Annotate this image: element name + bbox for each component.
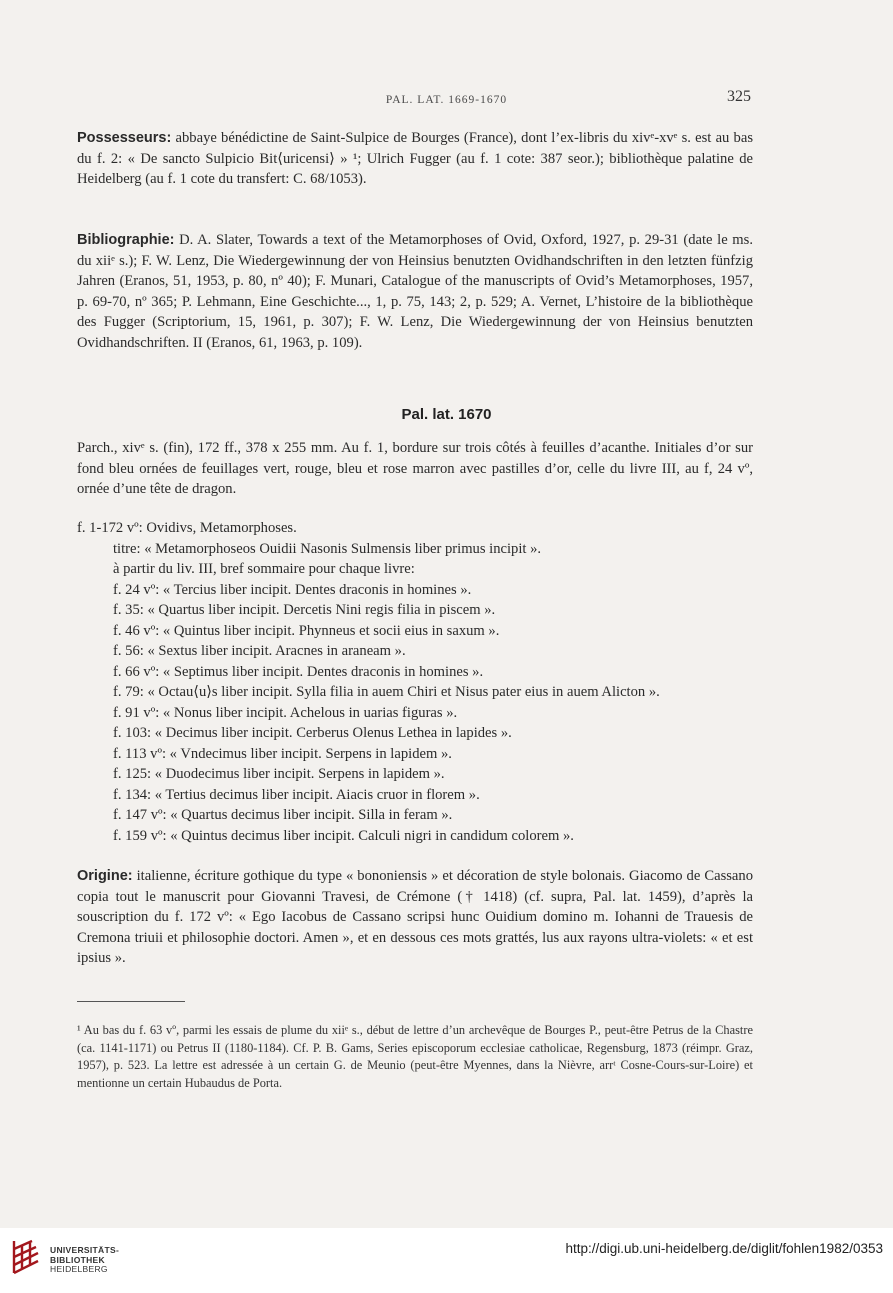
bibliographie-paragraph — [77, 230, 753, 353]
library-name-line1: UNIVERSITÄTS- — [50, 1245, 120, 1255]
contents-line: f. 56: « Sextus liber incipit. Aracnes in araneam ». — [113, 643, 406, 659]
contents-line: f. 134: « Tertius decimus liber incipit. Aiacis cruor in florem ». — [113, 786, 480, 803]
contents-line: f. 113 vº: « Vndecimus liber incipit. Serpens in lapidem ». — [113, 745, 452, 762]
origine-paragraph — [77, 866, 753, 969]
permalink-url[interactable]: http://digi.ub.uni-heidelberg.de/diglit/fohlen1982/0353 — [565, 1241, 883, 1256]
contents-line: titre: « Metamorphoseos Ouidii Nasonis Sulmensis liber primus incipit ». — [113, 540, 542, 557]
contents-line: f. 66 vº: « Septimus liber incipit. Dentes draconis in homines ». — [113, 663, 484, 680]
contents-line: f. 46 vº: « Quintus liber incipit. Phynneus et socii eius in saxum ». — [113, 622, 500, 639]
contents-line: f. 103: « Decimus liber incipit. Cerberus Olenus Lethea in lapides ». — [113, 725, 512, 741]
bibliographie-label: Bibliographie: — [77, 232, 175, 248]
contents-line: à partir du liv. III, bref sommaire pour chaque livre: — [113, 561, 415, 577]
running-head: PAL. LAT. 1669-1670 — [385, 94, 508, 106]
contents-line: f. 159 vº: « Quintus decimus liber incipit. Calculi nigri in candidum colorem ». — [113, 827, 574, 844]
section-title: Pal. lat. 1670 — [401, 406, 492, 423]
contents-list — [77, 518, 753, 846]
footnote-divider — [77, 1001, 185, 1002]
contents-line: f. 35: « Quartus liber incipit. Dercetis Nini regis filia in piscem ». — [113, 602, 496, 618]
description-text: Parch., xivᵉ s. (fin), 172 ff., 378 x 255 mm. Au f. 1, bordure sur trois côtés à feuilles d’acanthe. Initiales d’or sur fond bleu ornées de feuillages vert, rouge, bleu et rose marron avec pastilles d’or, celle du livre III, au f, 24 vº, ornée d’une tête de dragon. — [77, 440, 753, 497]
footnote: ¹ Au bas du f. 63 vº, parmi les essais de plume du xiiᵉ s., début de lettre d’un archevêque de Bourges P., peut-être Petrus de la Chastre (ca. 1141-1171) ou Petrus II (1180-1184). Cf. P. B. Gams, Series episcoporum ecclesiae catholicae, Regensburg, 1873 (réimpr. Graz, 1957), p. 523. La lettre est adressée à un certain G. de Meunio (peut-être Myennes, dans la Nièvre, arrᵗ Cosne-Cours-sur-Loire) et mentionne un certain Hubaudus de Porta. — [77, 1023, 753, 1090]
origine-text: italienne, écriture gothique du type « bononiensis » et décoration de style bolonais. Giacomo de Cassano copia tout le manuscrit pour Giovanni Travesi, de Crémone († 1418) (cf. supra, Pal. lat. 1459), d’après la souscription du f. 172 vº: « Ego Iacobus de Cassano scripsi hunc Ouidium domino m. Iohanni de Trauesis de Cremona triuii et philosophie doctori. Amen », et en dessous ces mots grattés, lus aux rayons ultra-violets: « et est ipsius ». — [77, 868, 753, 966]
contents-line: f. 1-172 vº: Ovidivs, Metamorphoses. — [77, 520, 297, 536]
possesseurs-label: Possesseurs: — [77, 130, 172, 146]
bibliographie-text: D. A. Slater, Towards a text of the Metamorphoses of Ovid, Oxford, 1927, p. 29-31 (date le ms. du xiiᵉ s.); F. W. Lenz, Die Wiedergewinnung der von Heinsius benutzten Ovidhandschriften in den letzten fünfzig Jahren (Eranos, 51, 1953, p. 80, nº 40); F. Munari, Catalogue of the manuscripts of Ovid’s Metamorphoses, 1957, p. 69-70, nº 365; P. Lehmann, Eine Geschichte..., 1, p. 75, 143; 2, p. 529; A. Vernet, L’histoire de la bibliothèque des Fugger (Scriptorium, 15, 1961, p. 307); F. W. Lenz, Die Wiedergewinnung der von Heinsius benutzten Ovidhandschriften. II (Eranos, 61, 1963, p. 109). — [77, 232, 753, 351]
possesseurs-paragraph — [77, 128, 753, 190]
footer-bar — [0, 1228, 893, 1293]
origine-label: Origine: — [77, 868, 133, 884]
contents-line: f. 79: « Octau⟨u⟩s liber incipit. Sylla filia in auem Chiri et Nisus pater eius in auem Alicton ». — [113, 684, 660, 700]
library-name[interactable] — [50, 1246, 119, 1275]
contents-line: f. 147 vº: « Quartus decimus liber incipit. Silla in feram ». — [113, 807, 453, 823]
library-name-line2: BIBLIOTHEK — [50, 1254, 105, 1265]
possesseurs-text: abbaye bénédictine de Saint-Sulpice de Bourges (France), dont l’ex-libris du xivᵉ-xvᵉ s. est au bas du f. 2: « De sancto Sulpicio Bit⟨uricensi⟩ » ¹; Ulrich Fugger (au f. 1 cote: 387 seor.); bibliothèque palatine de Heidelberg (au f. 1 cote du transfert: C. 68/1053). — [77, 130, 753, 187]
contents-line: f. 125: « Duodecimus liber incipit. Serpens in lapidem ». — [113, 766, 445, 782]
library-name-line3: HEIDELBERG — [50, 1264, 108, 1274]
university-library-logo-icon[interactable] — [10, 1237, 42, 1277]
contents-line: f. 24 vº: « Tercius liber incipit. Dentes draconis in homines ». — [113, 581, 472, 598]
manuscript-description — [77, 438, 753, 500]
page-number: 325 — [727, 88, 751, 105]
contents-line: f. 91 vº: « Nonus liber incipit. Achelous in uarias figuras ». — [113, 704, 458, 721]
